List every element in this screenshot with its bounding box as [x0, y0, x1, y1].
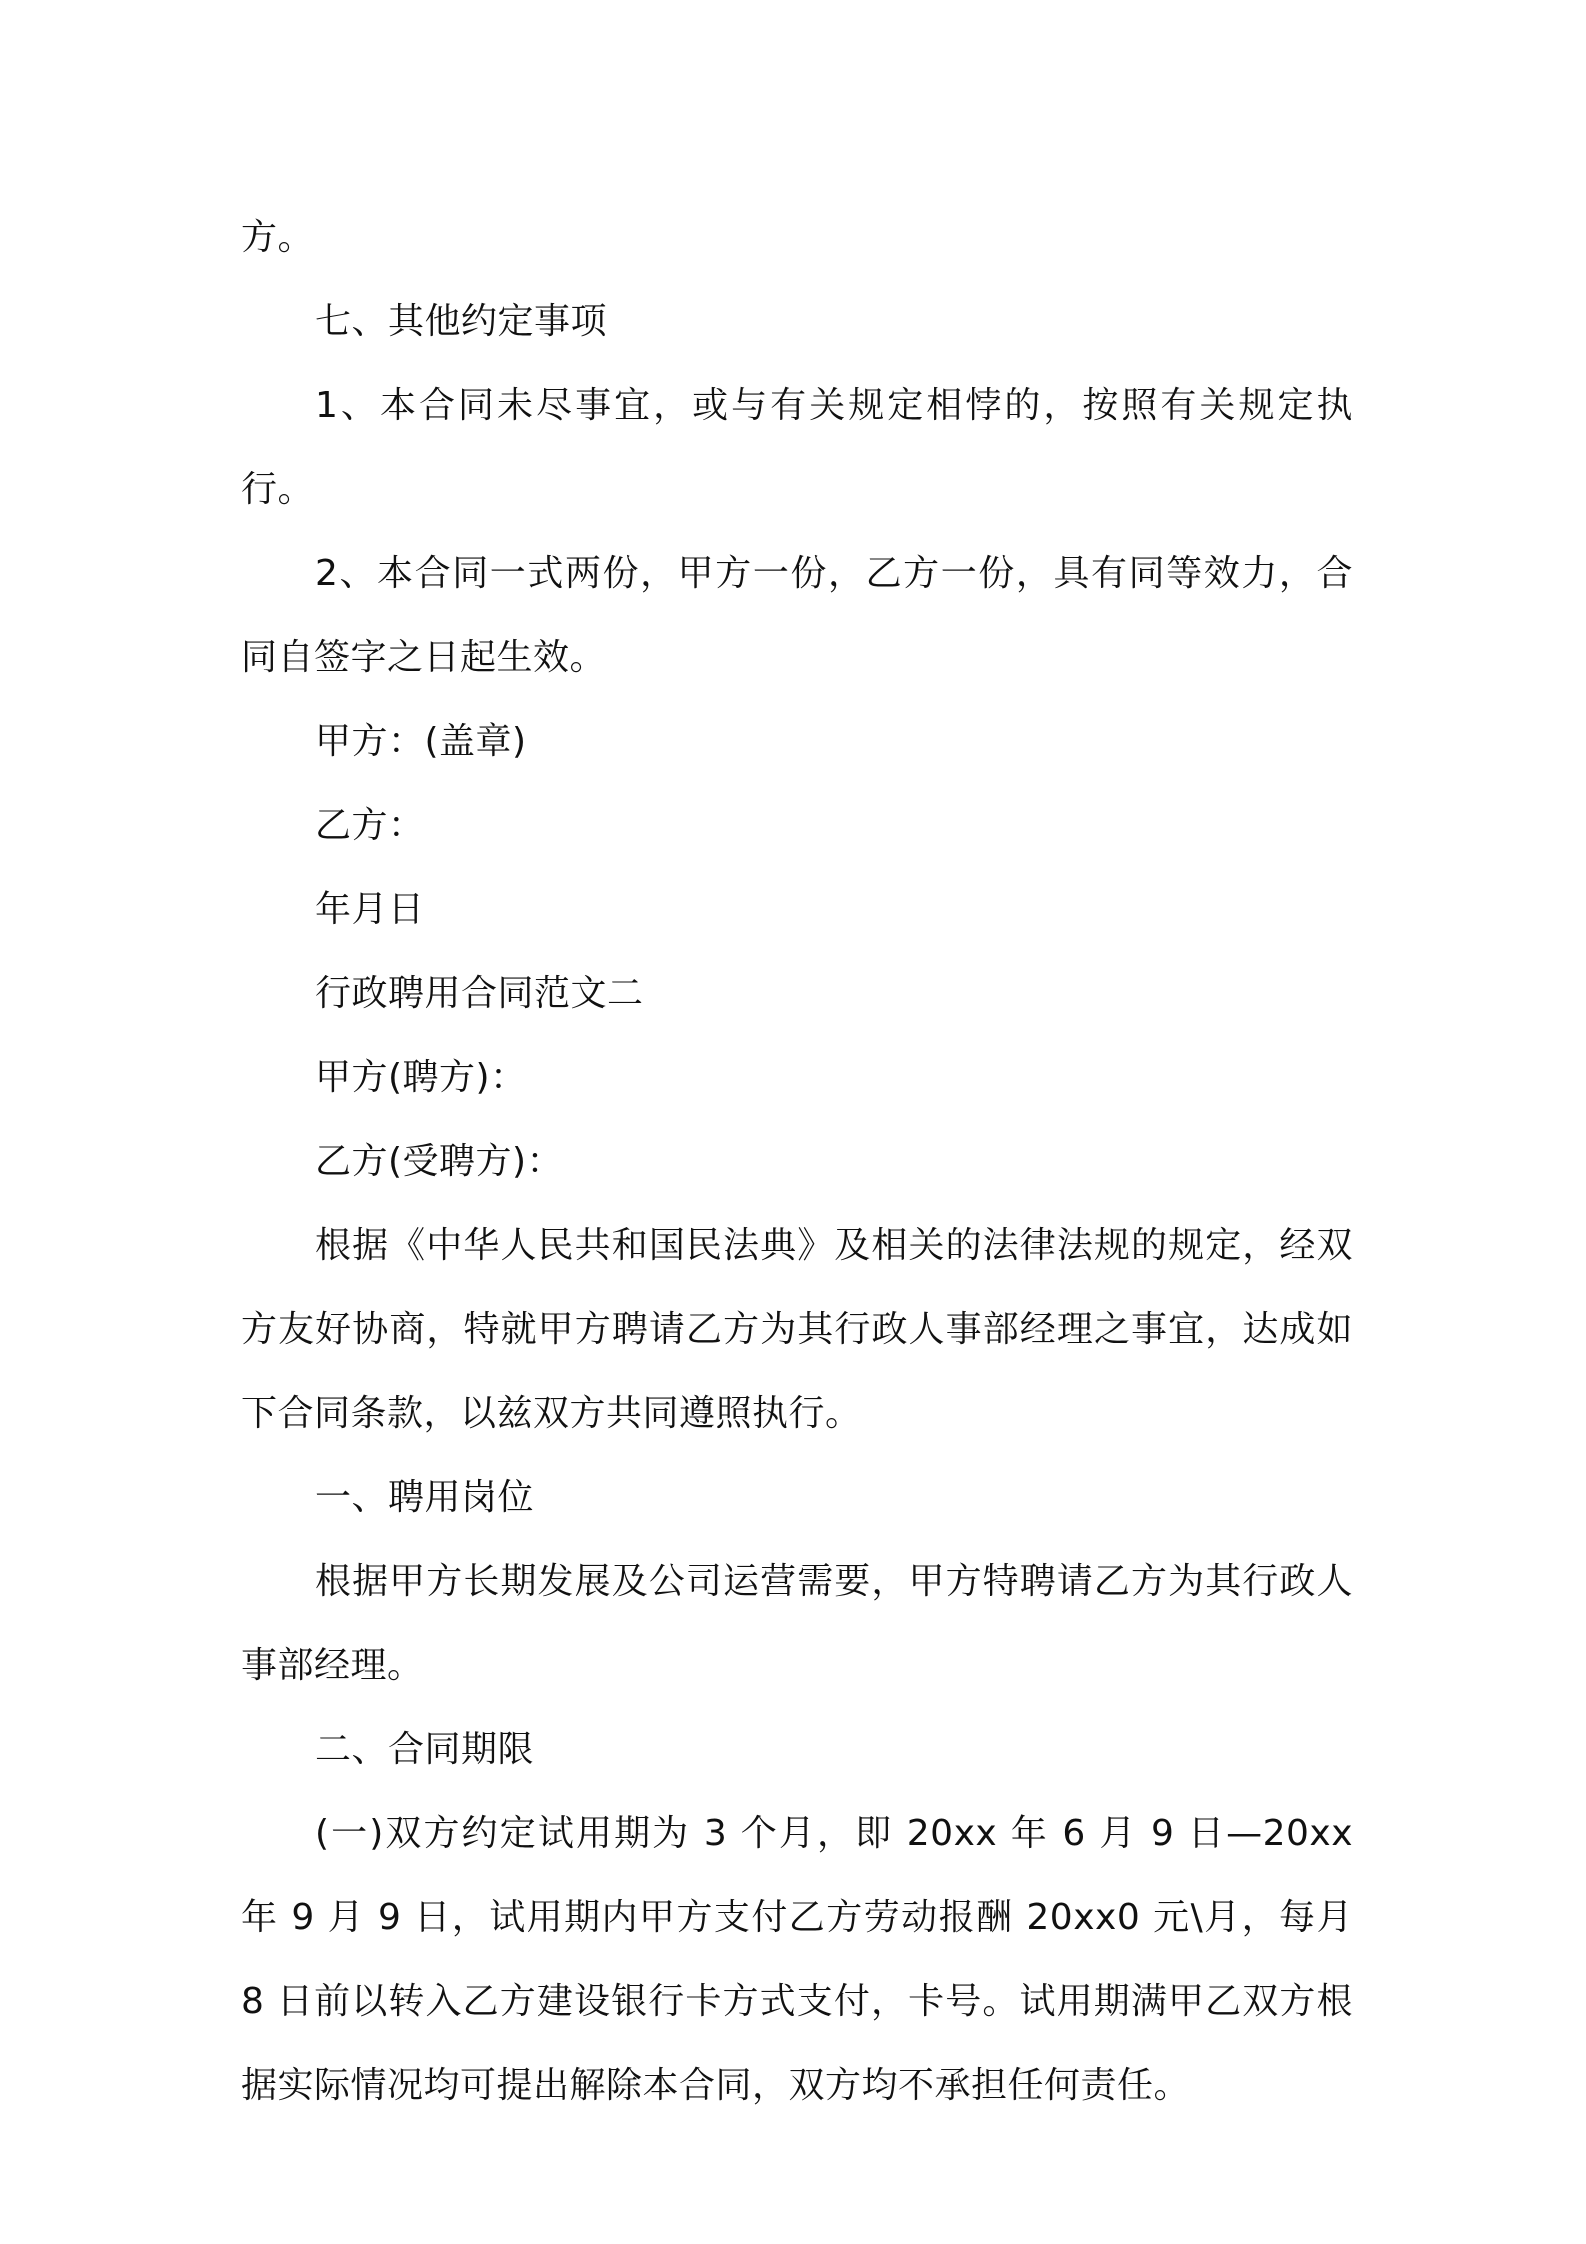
party-a-employer: 甲方(聘方)：	[315, 1057, 527, 1098]
party-b-signature: 乙方：	[315, 805, 425, 846]
document-body	[241, 196, 1353, 2128]
clause-2: 2、本合同一式两份，甲方一份，乙方一份，具有同等效力，合同自签字之日起生效。	[241, 553, 1353, 678]
clause-1: 1、本合同未尽事宜，或与有关规定相悖的，按照有关规定执行。	[241, 385, 1353, 510]
party-b-employee: 乙方(受聘方)：	[315, 1141, 564, 1182]
document-title-sample-two: 行政聘用合同范文二	[315, 973, 644, 1014]
paragraph-continuation: 方。	[241, 217, 315, 258]
section-heading-position: 一、聘用岗位	[315, 1477, 535, 1518]
probation-paragraph: (一)双方约定试用期为 3 个月，即 20xx 年 6 月 9 日—20xx 年 9 月 9 日，试用期内甲方支付乙方劳动报酬 20xx0 元\月，每月 8 日前以转入乙方建设银行卡方式支付，卡号。试用期满甲乙双方根据实际情况均可提出解除本合同，双方均不承担任何责任。	[241, 1813, 1353, 2106]
section-heading-term: 二、合同期限	[315, 1729, 535, 1770]
position-paragraph: 根据甲方长期发展及公司运营需要，甲方特聘请乙方为其行政人事部经理。	[241, 1561, 1353, 1686]
date-line: 年月日	[315, 889, 425, 930]
section-heading-other-terms: 七、其他约定事项	[315, 301, 608, 342]
preamble-paragraph: 根据《中华人民共和国民法典》及相关的法律法规的规定，经双方友好协商，特就甲方聘请乙方为其行政人事部经理之事宜，达成如下合同条款，以兹双方共同遵照执行。	[241, 1225, 1353, 1434]
party-a-seal: 甲方：(盖章)	[315, 721, 527, 762]
